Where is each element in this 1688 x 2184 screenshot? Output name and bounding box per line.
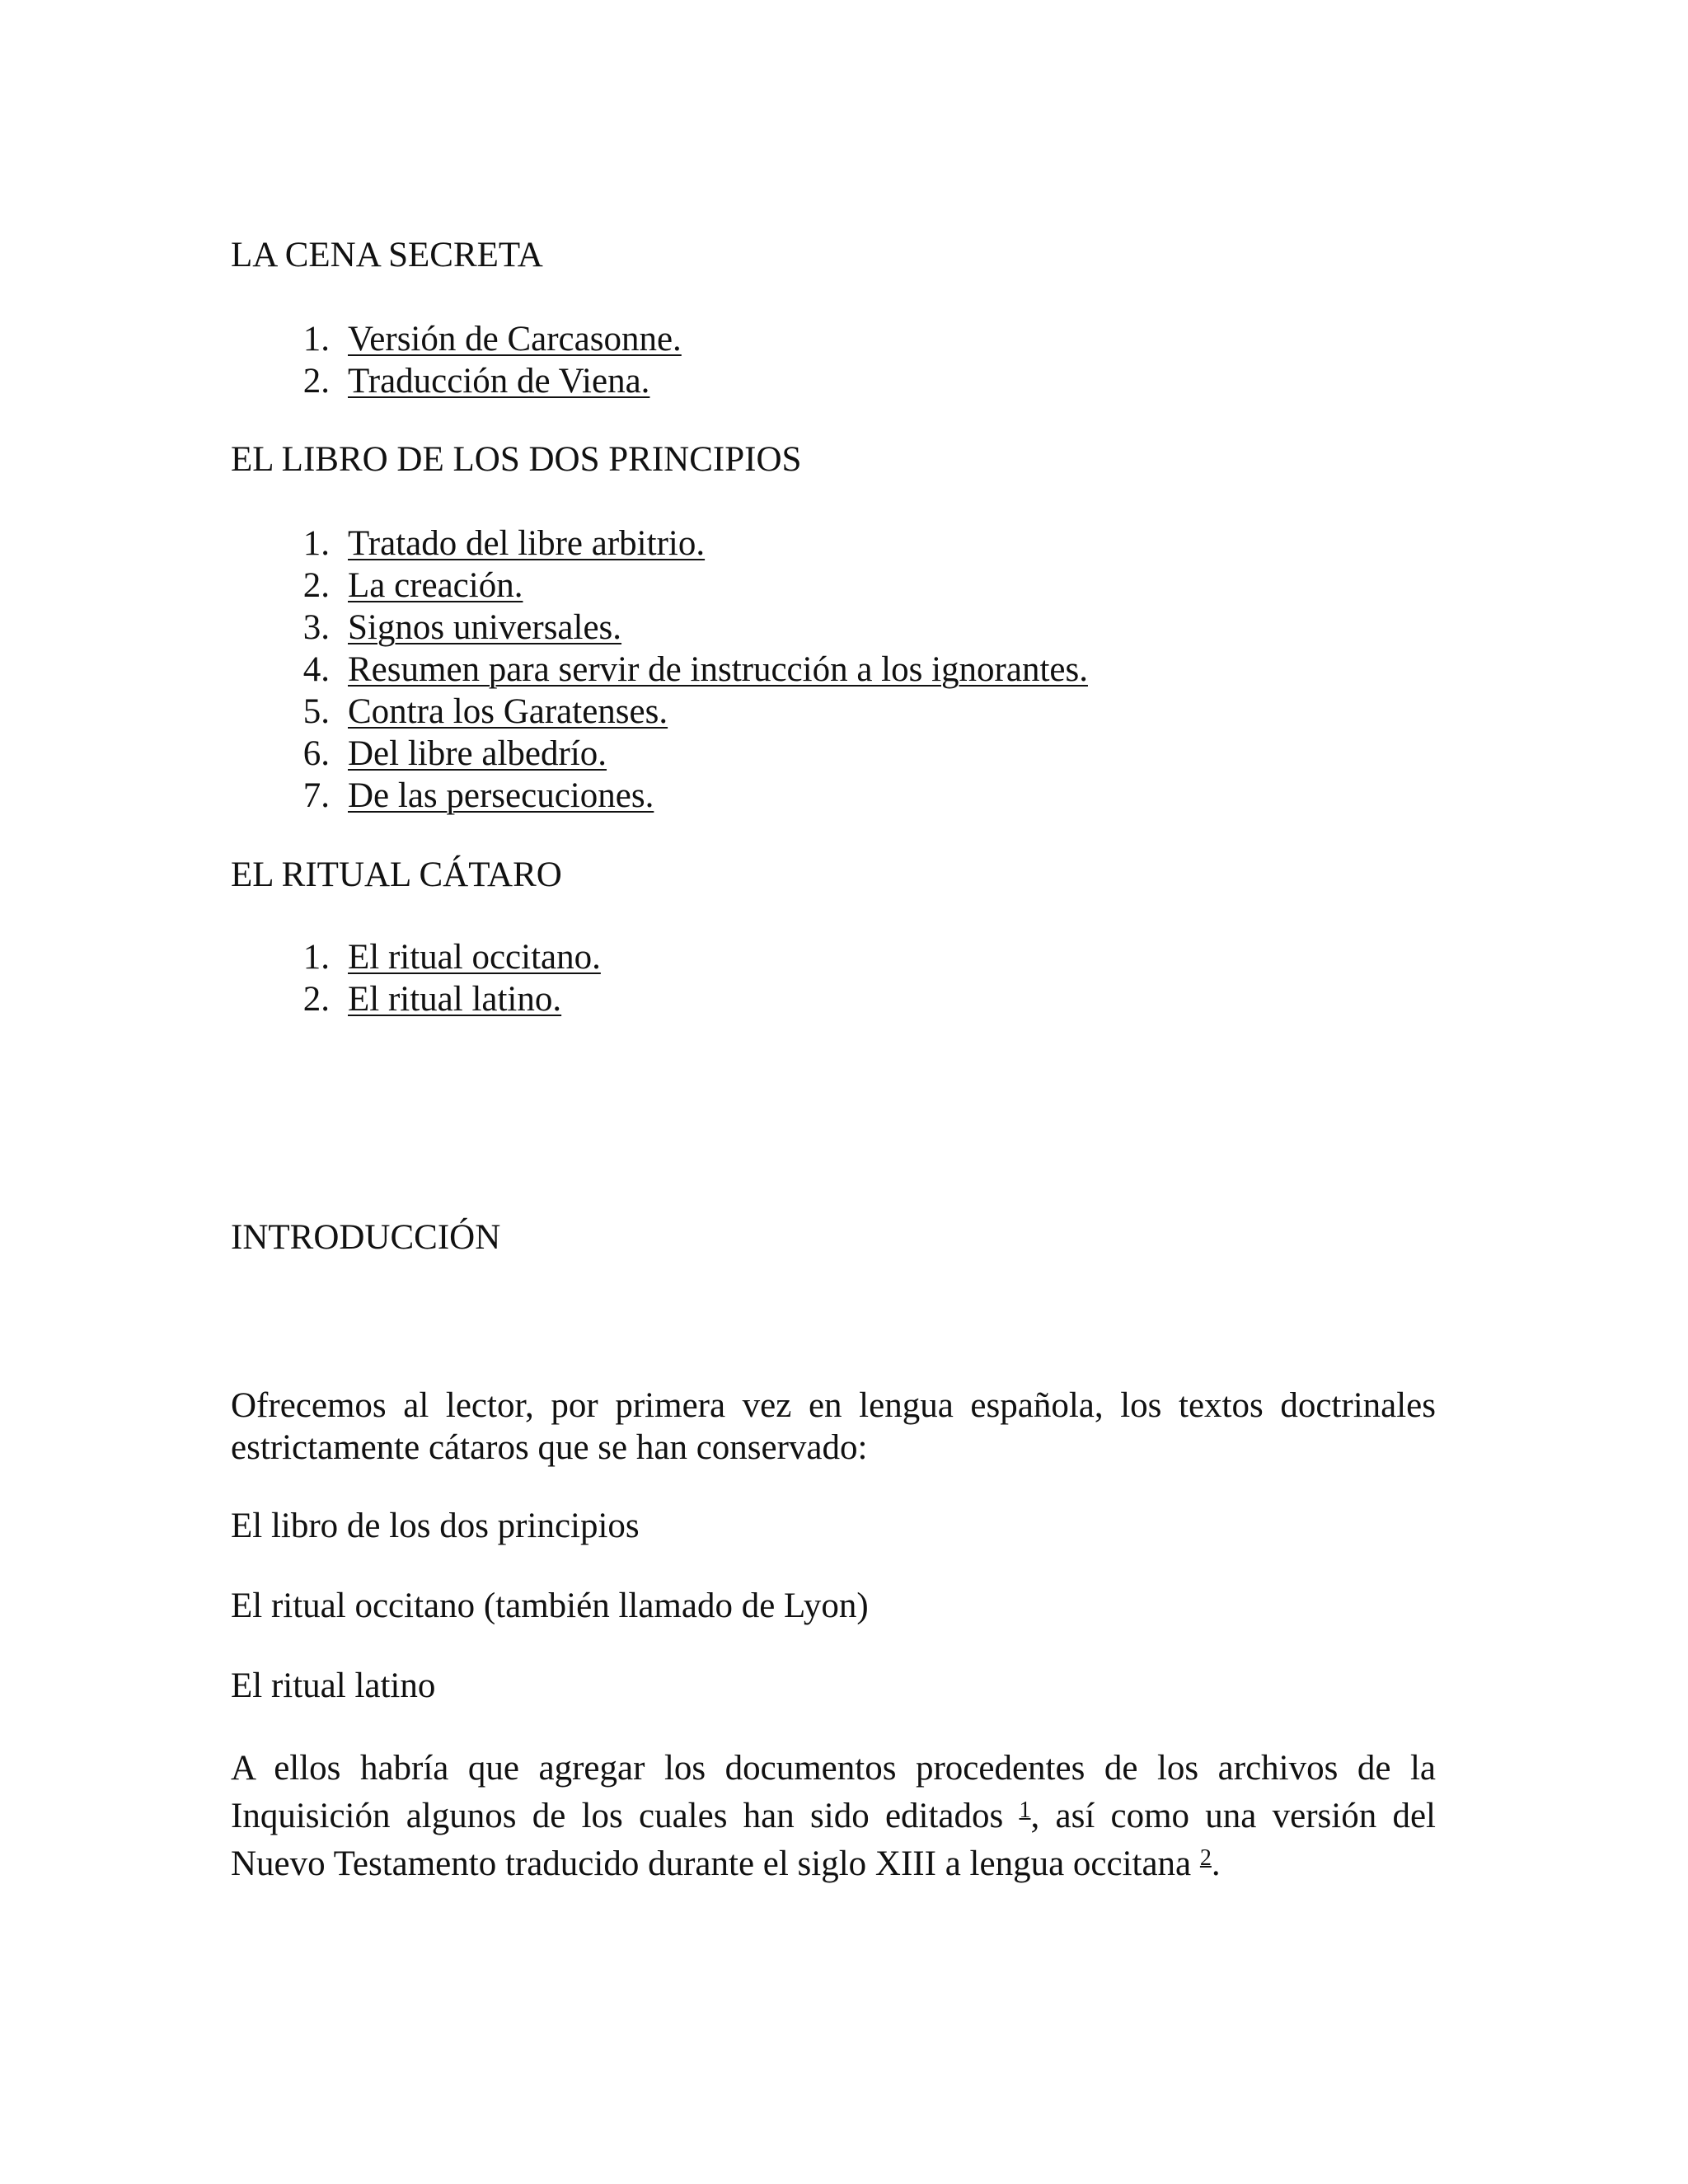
toc-item <box>231 936 601 978</box>
intro-p5-part-a: A ellos habría que agregar los documentos procedentes de los archivos de la Inquisición algunos de los cuales han sido editados <box>231 1749 1436 1835</box>
toc-item-number: 6. <box>302 734 330 773</box>
toc-link[interactable]: De las persecuciones. <box>348 776 654 815</box>
toc-list-libro-dos-principios <box>231 523 1088 817</box>
toc-item <box>231 978 601 1020</box>
section-heading-ritual-cataro: EL RITUAL CÁTARO <box>231 855 562 894</box>
toc-item <box>231 318 682 360</box>
toc-list-cena-secreta <box>231 318 682 402</box>
toc-link[interactable]: Contra los Garatenses. <box>348 692 668 731</box>
toc-item-number: 1. <box>302 320 330 359</box>
intro-heading: INTRODUCCIÓN <box>231 1218 501 1257</box>
toc-link[interactable]: Signos universales. <box>348 608 622 647</box>
toc-item-number: 2. <box>302 362 330 401</box>
toc-link[interactable]: Versión de Carcasonne. <box>348 320 682 359</box>
toc-item <box>231 649 1088 691</box>
toc-link[interactable]: La creación. <box>348 566 523 605</box>
toc-item-number: 2. <box>302 566 330 605</box>
toc-item <box>231 360 682 402</box>
toc-link[interactable]: Resumen para servir de instrucción a los ignorantes. <box>348 650 1088 689</box>
intro-p5-part-b: , así como una versión del Nuevo Testamento traducido durante el siglo XIII a lengua occitana <box>231 1797 1436 1883</box>
section-heading-libro-dos-principios: EL LIBRO DE LOS DOS PRINCIPIOS <box>231 440 802 479</box>
intro-paragraph-5 <box>231 1747 1436 1885</box>
footnote-link-1[interactable]: 1 <box>1019 1797 1031 1823</box>
toc-item-number: 4. <box>302 650 330 689</box>
section-heading-cena-secreta: LA CENA SECRETA <box>231 236 543 274</box>
intro-paragraph-1: Ofrecemos al lector, por primera vez en lengua española, los textos doctrinales estrictamente cátaros que se han conservado: <box>231 1386 1436 1467</box>
toc-item-number: 7. <box>302 776 330 815</box>
toc-item <box>231 733 1088 775</box>
toc-item <box>231 523 1088 565</box>
toc-item-number: 1. <box>302 524 330 563</box>
intro-text-ritual-occitano: El ritual occitano (también llamado de Lyon) <box>231 1586 869 1625</box>
toc-link[interactable]: El ritual occitano. <box>348 938 601 977</box>
intro-p5-part-c: . <box>1211 1844 1221 1883</box>
toc-item-number: 2. <box>302 980 330 1019</box>
intro-text-ritual-latino: El ritual latino <box>231 1666 436 1705</box>
toc-item-number: 1. <box>302 938 330 977</box>
toc-item-number: 3. <box>302 608 330 647</box>
intro-text-libro: El libro de los dos principios <box>231 1507 640 1545</box>
toc-link[interactable]: Tratado del libre arbitrio. <box>348 524 706 563</box>
toc-list-ritual-cataro <box>231 936 601 1020</box>
toc-link[interactable]: Traducción de Viena. <box>348 362 650 401</box>
toc-item-number: 5. <box>302 692 330 731</box>
footnote-link-2[interactable]: 2 <box>1199 1845 1212 1871</box>
toc-item <box>231 691 1088 733</box>
toc-item <box>231 565 1088 607</box>
toc-item <box>231 775 1088 817</box>
toc-link[interactable]: Del libre albedrío. <box>348 734 607 773</box>
toc-link[interactable]: El ritual latino. <box>348 980 562 1019</box>
toc-item <box>231 607 1088 649</box>
